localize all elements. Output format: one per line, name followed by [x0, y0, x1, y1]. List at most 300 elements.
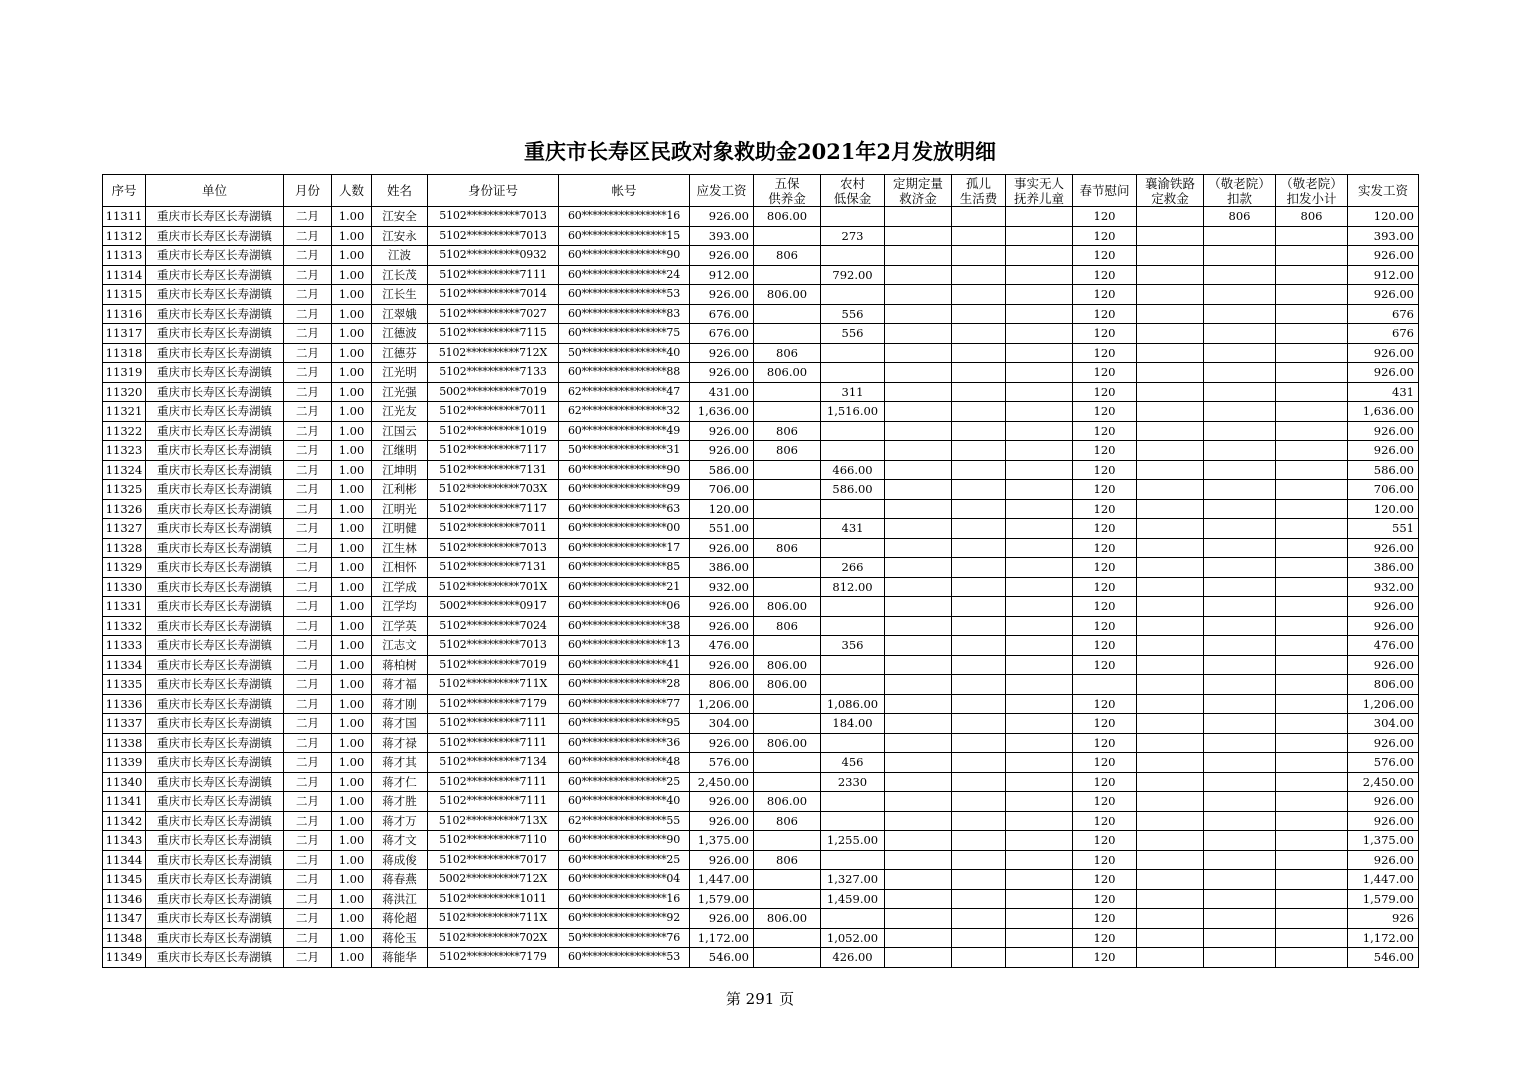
- table-cell: 551.00: [690, 519, 754, 539]
- table-cell: 926.00: [1348, 363, 1419, 383]
- table-cell: 二月: [284, 577, 332, 597]
- table-cell: [754, 753, 821, 773]
- table-cell: [821, 850, 885, 870]
- table-cell: 江光强: [372, 382, 428, 402]
- table-cell: 912.00: [1348, 265, 1419, 285]
- table-cell: 11315: [103, 285, 146, 305]
- table-cell: [1276, 441, 1348, 461]
- table-cell: [1276, 402, 1348, 422]
- table-cell: 386.00: [690, 558, 754, 578]
- table-cell: 5102**********7014: [428, 285, 559, 305]
- table-cell: [1006, 928, 1073, 948]
- table-cell: 二月: [284, 733, 332, 753]
- table-cell: [754, 772, 821, 792]
- table-cell: 926.00: [690, 616, 754, 636]
- table-cell: [885, 499, 952, 519]
- table-cell: [1276, 285, 1348, 305]
- table-cell: 806.00: [754, 792, 821, 812]
- table-row: [103, 811, 1419, 831]
- table-cell: 120: [1073, 811, 1137, 831]
- table-cell: 5102**********7131: [428, 460, 559, 480]
- table-cell: [1006, 811, 1073, 831]
- table-cell: [1006, 246, 1073, 266]
- table-cell: 重庆市长寿区长寿湖镇: [146, 499, 284, 519]
- table-cell: 926.00: [690, 850, 754, 870]
- table-cell: 60****************53: [559, 285, 690, 305]
- table-cell: 重庆市长寿区长寿湖镇: [146, 480, 284, 500]
- table-cell: [1137, 636, 1204, 656]
- table-cell: 1.00: [332, 421, 372, 441]
- table-cell: 120: [1073, 363, 1137, 383]
- table-cell: 926.00: [1348, 538, 1419, 558]
- table-cell: 二月: [284, 558, 332, 578]
- table-cell: 806.00: [754, 597, 821, 617]
- table-cell: 60****************77: [559, 694, 690, 714]
- table-cell: [1204, 792, 1276, 812]
- column-header: 姓名: [372, 175, 428, 207]
- table-cell: 二月: [284, 831, 332, 851]
- table-cell: [885, 733, 952, 753]
- table-cell: [952, 597, 1006, 617]
- table-cell: [821, 363, 885, 383]
- table-cell: [1006, 285, 1073, 305]
- table-cell: [1204, 402, 1276, 422]
- table-cell: 蒋伦超: [372, 909, 428, 929]
- table-cell: 11341: [103, 792, 146, 812]
- table-cell: 5102**********7017: [428, 850, 559, 870]
- table-cell: [952, 480, 1006, 500]
- table-cell: [952, 850, 1006, 870]
- table-cell: 5102**********7179: [428, 948, 559, 968]
- table-cell: 60****************13: [559, 636, 690, 656]
- table-cell: [1276, 480, 1348, 500]
- table-row: [103, 850, 1419, 870]
- table-cell: [1204, 850, 1276, 870]
- table-cell: 926.00: [690, 207, 754, 227]
- table-cell: [1006, 304, 1073, 324]
- table-cell: [952, 226, 1006, 246]
- table-cell: [1137, 421, 1204, 441]
- table-cell: 二月: [284, 694, 332, 714]
- table-cell: 5102**********7115: [428, 324, 559, 344]
- table-cell: [952, 265, 1006, 285]
- table-cell: 二月: [284, 870, 332, 890]
- table-cell: [1006, 792, 1073, 812]
- table-cell: [1006, 226, 1073, 246]
- table-cell: 586.00: [1348, 460, 1419, 480]
- table-cell: 812.00: [821, 577, 885, 597]
- table-cell: [1006, 577, 1073, 597]
- table-cell: 120: [1073, 226, 1137, 246]
- table-cell: 二月: [284, 753, 332, 773]
- table-cell: 556: [821, 304, 885, 324]
- table-cell: [1137, 207, 1204, 227]
- table-cell: [885, 226, 952, 246]
- table-cell: 556: [821, 324, 885, 344]
- table-cell: 11319: [103, 363, 146, 383]
- table-cell: [1137, 694, 1204, 714]
- table-cell: 江明光: [372, 499, 428, 519]
- table-cell: [952, 714, 1006, 734]
- table-row: [103, 207, 1419, 227]
- table-cell: 120: [1073, 714, 1137, 734]
- table-cell: [1204, 694, 1276, 714]
- table-cell: 806.00: [754, 207, 821, 227]
- table-cell: 60****************41: [559, 655, 690, 675]
- table-cell: 重庆市长寿区长寿湖镇: [146, 850, 284, 870]
- table-cell: [1137, 753, 1204, 773]
- table-cell: 5102**********7024: [428, 616, 559, 636]
- table-cell: [885, 402, 952, 422]
- table-row: [103, 714, 1419, 734]
- table-cell: [1204, 948, 1276, 968]
- table-cell: [885, 324, 952, 344]
- table-cell: 重庆市长寿区长寿湖镇: [146, 733, 284, 753]
- table-cell: 926.00: [1348, 655, 1419, 675]
- table-cell: 11348: [103, 928, 146, 948]
- table-cell: [1276, 909, 1348, 929]
- table-cell: 二月: [284, 265, 332, 285]
- table-cell: [754, 402, 821, 422]
- table-cell: 60****************25: [559, 772, 690, 792]
- table-cell: 5102**********7013: [428, 226, 559, 246]
- table-cell: [1276, 363, 1348, 383]
- table-cell: 5102**********7117: [428, 499, 559, 519]
- table-cell: [1276, 714, 1348, 734]
- table-cell: 二月: [284, 402, 332, 422]
- table-cell: 蒋才刚: [372, 694, 428, 714]
- table-cell: [1137, 480, 1204, 500]
- header-row: [103, 175, 1419, 207]
- table-cell: 806.00: [754, 675, 821, 695]
- table-cell: 重庆市长寿区长寿湖镇: [146, 675, 284, 695]
- table-cell: 466.00: [821, 460, 885, 480]
- table-cell: [1204, 772, 1276, 792]
- table-cell: [885, 948, 952, 968]
- table-cell: 2,450.00: [1348, 772, 1419, 792]
- table-cell: 926.00: [1348, 597, 1419, 617]
- table-cell: 5102**********7111: [428, 733, 559, 753]
- table-cell: [1073, 675, 1137, 695]
- table-cell: 5102**********7027: [428, 304, 559, 324]
- table-cell: 1,375.00: [1348, 831, 1419, 851]
- table-cell: 1,459.00: [821, 889, 885, 909]
- table-cell: 120: [1073, 733, 1137, 753]
- table-cell: 11312: [103, 226, 146, 246]
- table-cell: [1204, 655, 1276, 675]
- table-cell: 江坤明: [372, 460, 428, 480]
- table-cell: 重庆市长寿区长寿湖镇: [146, 655, 284, 675]
- table-cell: 1.00: [332, 772, 372, 792]
- table-cell: 5102**********702X: [428, 928, 559, 948]
- table-cell: [1006, 870, 1073, 890]
- table-cell: 120.00: [1348, 499, 1419, 519]
- table-cell: 60****************15: [559, 226, 690, 246]
- table-cell: [952, 421, 1006, 441]
- table-cell: [1006, 499, 1073, 519]
- table-cell: 5102**********7133: [428, 363, 559, 383]
- table-cell: 二月: [284, 304, 332, 324]
- table-cell: 11336: [103, 694, 146, 714]
- table-cell: 1.00: [332, 733, 372, 753]
- table-cell: 重庆市长寿区长寿湖镇: [146, 889, 284, 909]
- table-cell: 60****************53: [559, 948, 690, 968]
- column-header: 人数: [332, 175, 372, 207]
- table-cell: 806: [754, 343, 821, 363]
- table-cell: [952, 675, 1006, 695]
- table-cell: [885, 480, 952, 500]
- column-header: 帐号: [559, 175, 690, 207]
- table-cell: [952, 558, 1006, 578]
- table-cell: [1006, 480, 1073, 500]
- table-cell: 926.00: [1348, 792, 1419, 812]
- table-cell: [1204, 714, 1276, 734]
- column-header: 定期定量 救济金: [885, 175, 952, 207]
- table-cell: 1.00: [332, 558, 372, 578]
- table-cell: 二月: [284, 636, 332, 656]
- table-cell: [1276, 733, 1348, 753]
- table-cell: 重庆市长寿区长寿湖镇: [146, 636, 284, 656]
- table-row: [103, 948, 1419, 968]
- table-cell: [821, 811, 885, 831]
- table-cell: 806: [754, 811, 821, 831]
- table-row: [103, 304, 1419, 324]
- table-cell: 356: [821, 636, 885, 656]
- table-cell: [885, 831, 952, 851]
- table-cell: 120: [1073, 694, 1137, 714]
- table-cell: 120: [1073, 577, 1137, 597]
- table-cell: 5002**********0917: [428, 597, 559, 617]
- table-cell: [1204, 246, 1276, 266]
- table-cell: 重庆市长寿区长寿湖镇: [146, 597, 284, 617]
- table-cell: 120: [1073, 597, 1137, 617]
- table-cell: 重庆市长寿区长寿湖镇: [146, 870, 284, 890]
- table-cell: 476.00: [690, 636, 754, 656]
- table-cell: [1204, 733, 1276, 753]
- table-cell: [754, 889, 821, 909]
- table-cell: 120: [1073, 304, 1137, 324]
- table-cell: [952, 870, 1006, 890]
- table-cell: 二月: [284, 226, 332, 246]
- table-cell: 5102**********7013: [428, 538, 559, 558]
- table-cell: [885, 421, 952, 441]
- column-header: 襄渝铁路 定救金: [1137, 175, 1204, 207]
- table-cell: [754, 226, 821, 246]
- table-cell: 926.00: [690, 343, 754, 363]
- table-cell: 120: [1073, 655, 1137, 675]
- table-cell: 重庆市长寿区长寿湖镇: [146, 324, 284, 344]
- table-cell: [1137, 499, 1204, 519]
- page-number: 第 291 页: [725, 990, 795, 1008]
- table-cell: [885, 636, 952, 656]
- table-cell: [1276, 324, 1348, 344]
- table-row: [103, 928, 1419, 948]
- table-cell: 120: [1073, 285, 1137, 305]
- table-cell: [885, 519, 952, 539]
- table-cell: 120: [1073, 480, 1137, 500]
- column-header: 春节慰问: [1073, 175, 1137, 207]
- table-cell: 266: [821, 558, 885, 578]
- table-cell: [1276, 538, 1348, 558]
- table-cell: 806.00: [754, 285, 821, 305]
- table-cell: [952, 889, 1006, 909]
- table-cell: [1204, 889, 1276, 909]
- table-cell: 1.00: [332, 753, 372, 773]
- table-cell: 926.00: [690, 811, 754, 831]
- table-cell: 926.00: [690, 363, 754, 383]
- table-cell: [1137, 850, 1204, 870]
- table-cell: [1276, 558, 1348, 578]
- table-cell: [1137, 460, 1204, 480]
- table-cell: [1137, 792, 1204, 812]
- table-cell: 304.00: [690, 714, 754, 734]
- table-cell: 江安永: [372, 226, 428, 246]
- table-cell: [821, 733, 885, 753]
- table-cell: [885, 577, 952, 597]
- table-cell: 1.00: [332, 499, 372, 519]
- table-cell: 1.00: [332, 382, 372, 402]
- table-cell: 11347: [103, 909, 146, 929]
- table-cell: 926.00: [690, 246, 754, 266]
- table-cell: [952, 909, 1006, 929]
- table-cell: [1276, 460, 1348, 480]
- table-cell: 1,636.00: [690, 402, 754, 422]
- table-cell: 1.00: [332, 246, 372, 266]
- table-cell: 二月: [284, 382, 332, 402]
- column-header: （敬老院） 扣款: [1204, 175, 1276, 207]
- table-cell: 1,206.00: [690, 694, 754, 714]
- table-cell: 江国云: [372, 421, 428, 441]
- table-cell: [952, 538, 1006, 558]
- table-cell: 456: [821, 753, 885, 773]
- table-cell: 1.00: [332, 363, 372, 383]
- table-cell: 926.00: [690, 597, 754, 617]
- table-cell: [952, 616, 1006, 636]
- table-cell: 5102**********7179: [428, 694, 559, 714]
- table-cell: 5102**********7011: [428, 519, 559, 539]
- table-cell: 926.00: [1348, 811, 1419, 831]
- column-header: 单位: [146, 175, 284, 207]
- table-cell: 5102**********7111: [428, 792, 559, 812]
- table-cell: [885, 246, 952, 266]
- table-cell: 江利彬: [372, 480, 428, 500]
- table-cell: 2,450.00: [690, 772, 754, 792]
- table-row: [103, 655, 1419, 675]
- table-cell: 重庆市长寿区长寿湖镇: [146, 616, 284, 636]
- table-cell: [1204, 909, 1276, 929]
- table-cell: [1137, 577, 1204, 597]
- table-cell: [1204, 480, 1276, 500]
- table-cell: 926.00: [690, 655, 754, 675]
- table-cell: 386.00: [1348, 558, 1419, 578]
- table-cell: 11311: [103, 207, 146, 227]
- table-cell: [1137, 246, 1204, 266]
- table-cell: 1.00: [332, 889, 372, 909]
- table-cell: [1137, 675, 1204, 695]
- table-cell: [1006, 558, 1073, 578]
- table-cell: [754, 636, 821, 656]
- table-cell: 江学成: [372, 577, 428, 597]
- table-cell: 5102**********1019: [428, 421, 559, 441]
- table-cell: 120: [1073, 870, 1137, 890]
- table-cell: [1204, 460, 1276, 480]
- column-header: 应发工资: [690, 175, 754, 207]
- column-header: （敬老院） 扣发小计: [1276, 175, 1348, 207]
- table-cell: 11335: [103, 675, 146, 695]
- table-cell: 5102**********711X: [428, 909, 559, 929]
- table-cell: 重庆市长寿区长寿湖镇: [146, 948, 284, 968]
- table-cell: 重庆市长寿区长寿湖镇: [146, 909, 284, 929]
- table-cell: 江学英: [372, 616, 428, 636]
- table-cell: [1137, 519, 1204, 539]
- table-cell: 蒋伦玉: [372, 928, 428, 948]
- table-cell: [754, 870, 821, 890]
- table-cell: 二月: [284, 519, 332, 539]
- table-cell: 二月: [284, 363, 332, 383]
- table-cell: [754, 265, 821, 285]
- table-cell: 706.00: [1348, 480, 1419, 500]
- table-cell: 重庆市长寿区长寿湖镇: [146, 831, 284, 851]
- table-cell: [1204, 499, 1276, 519]
- table-cell: 11345: [103, 870, 146, 890]
- table-cell: 431: [1348, 382, 1419, 402]
- table-cell: 江波: [372, 246, 428, 266]
- table-cell: 1.00: [332, 285, 372, 305]
- table-cell: [1006, 850, 1073, 870]
- table-cell: 二月: [284, 811, 332, 831]
- table-cell: [1006, 831, 1073, 851]
- table-cell: 重庆市长寿区长寿湖镇: [146, 538, 284, 558]
- table-cell: 二月: [284, 480, 332, 500]
- column-header: 身份证号: [428, 175, 559, 207]
- table-cell: [952, 207, 1006, 227]
- table-cell: 江长生: [372, 285, 428, 305]
- table-cell: [1204, 538, 1276, 558]
- table-cell: 重庆市长寿区长寿湖镇: [146, 402, 284, 422]
- table-cell: 二月: [284, 421, 332, 441]
- table-cell: 546.00: [1348, 948, 1419, 968]
- table-cell: 120: [1073, 207, 1137, 227]
- table-cell: 重庆市长寿区长寿湖镇: [146, 772, 284, 792]
- table-cell: [1006, 538, 1073, 558]
- table-cell: [1204, 675, 1276, 695]
- table-cell: 蒋洪江: [372, 889, 428, 909]
- table-cell: 5102**********701X: [428, 577, 559, 597]
- table-row: [103, 519, 1419, 539]
- table-cell: [1137, 363, 1204, 383]
- table-cell: 蒋才文: [372, 831, 428, 851]
- table-cell: [1276, 226, 1348, 246]
- table-cell: [754, 831, 821, 851]
- table-cell: 11338: [103, 733, 146, 753]
- table-cell: 806.00: [690, 675, 754, 695]
- table-cell: 60****************06: [559, 597, 690, 617]
- table-cell: 二月: [284, 714, 332, 734]
- table-cell: 蒋才国: [372, 714, 428, 734]
- table-cell: [1276, 889, 1348, 909]
- column-header: 农村 低保金: [821, 175, 885, 207]
- table-cell: 60****************75: [559, 324, 690, 344]
- table-cell: [1006, 363, 1073, 383]
- table-cell: 重庆市长寿区长寿湖镇: [146, 226, 284, 246]
- table-cell: 62****************55: [559, 811, 690, 831]
- table-cell: 120: [1073, 519, 1137, 539]
- table-cell: [952, 948, 1006, 968]
- table-cell: [1204, 363, 1276, 383]
- table-row: [103, 753, 1419, 773]
- table-row: [103, 694, 1419, 714]
- table-cell: 11321: [103, 402, 146, 422]
